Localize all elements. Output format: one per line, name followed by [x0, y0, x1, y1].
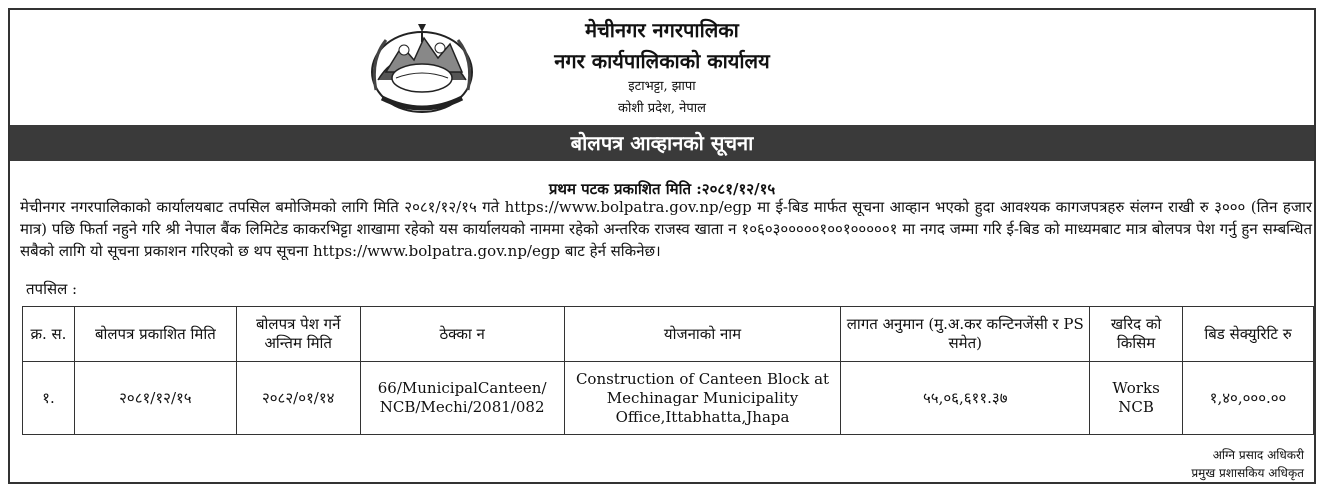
header: [10, 10, 1314, 125]
col-project-name: योजनाको नाम: [564, 307, 841, 362]
col-published-date: बोलपत्र प्रकाशित मिति: [74, 307, 236, 362]
office-location: इटाभट्टा, झापा: [628, 79, 696, 94]
publication-date: प्रथम पटक प्रकाशित मिति :२०८१/१२/१५: [548, 180, 776, 198]
table-header-row: [23, 307, 1314, 362]
signatory-title: प्रमुख प्रशासकिय अधिकृत: [1191, 466, 1304, 480]
cell-cost-estimate: ५५,०६,६११.३७: [841, 362, 1090, 435]
org-name: मेचीनगर नगरपालिका: [585, 18, 739, 42]
col-sn: क्र. स.: [23, 307, 75, 362]
col-contract-no: ठेक्का न: [360, 307, 564, 362]
province: कोशी प्रदेश, नेपाल: [618, 101, 706, 116]
bid-table: [22, 306, 1314, 435]
col-submission-deadline: बोलपत्र पेश गर्ने अन्तिम मिति: [236, 307, 360, 362]
cell-procurement-type: Works NCB: [1090, 362, 1183, 435]
notice-body: मेचीनगर नगरपालिकाको कार्यालयबाट तपसिल बमोजिमको लागि मिति २०८१/१२/१५ गते https://www.bolpatra.gov.np/egp मा ई-बिड मार्फत सूचना आव्हान भएको हुदा आवश्यक कागजपत्रहरु संलग्न राखी रु ३००० (तिन हजार मात्र) पछि फिर्ता नहुने गरि श्री नेपाल बैंक लिमिटेड काकरभिट्टा शाखामा रहेको यस कार्यालयको नाममा रहेको अन्तरिक राजस्व खाता न १०६०३०००००१००१०००००१ मा नगद जम्मा गरि ई-बिड को माध्यमबाट मात्र बोलपत्र पेश गर्नु हुन सम्बन्धित सबैको लागि यो सूचना प्रकाशन गरिएको छ थप सूचना https://www.bolpatra.gov.np/egp बाट हेर्न सकिनेछ।: [20, 198, 1312, 260]
col-bid-security: बिड सेक्युरिटि रु: [1183, 307, 1314, 362]
office-name: नगर कार्यपालिकाको कार्यालय: [554, 49, 770, 73]
notice-title: बोलपत्र आव्हानको सूचना: [10, 125, 1314, 161]
details-label: तपसिल :: [26, 280, 78, 298]
notice-frame: [8, 8, 1316, 484]
cell-published-date: २०८१/१२/१५: [74, 362, 236, 435]
cell-project-name: Construction of Canteen Block at Mechinagar Municipality Office,Ittabhatta,Jhapa: [564, 362, 841, 435]
cell-sn: १.: [23, 362, 75, 435]
cell-submission-deadline: २०८२/०१/१४: [236, 362, 360, 435]
cell-contract-no: 66/MunicipalCanteen/ NCB/Mechi/2081/082: [360, 362, 564, 435]
table-row: [23, 362, 1314, 435]
signatory-name: अग्नि प्रसाद अधिकरी: [1212, 448, 1304, 462]
cell-bid-security: १,४०,०००.००: [1183, 362, 1314, 435]
col-procurement-type: खरिद को किसिम: [1090, 307, 1183, 362]
col-cost-estimate: लागत अनुमान (मु.अ.कर कन्टिनजेंसी र PS समेत): [841, 307, 1090, 362]
